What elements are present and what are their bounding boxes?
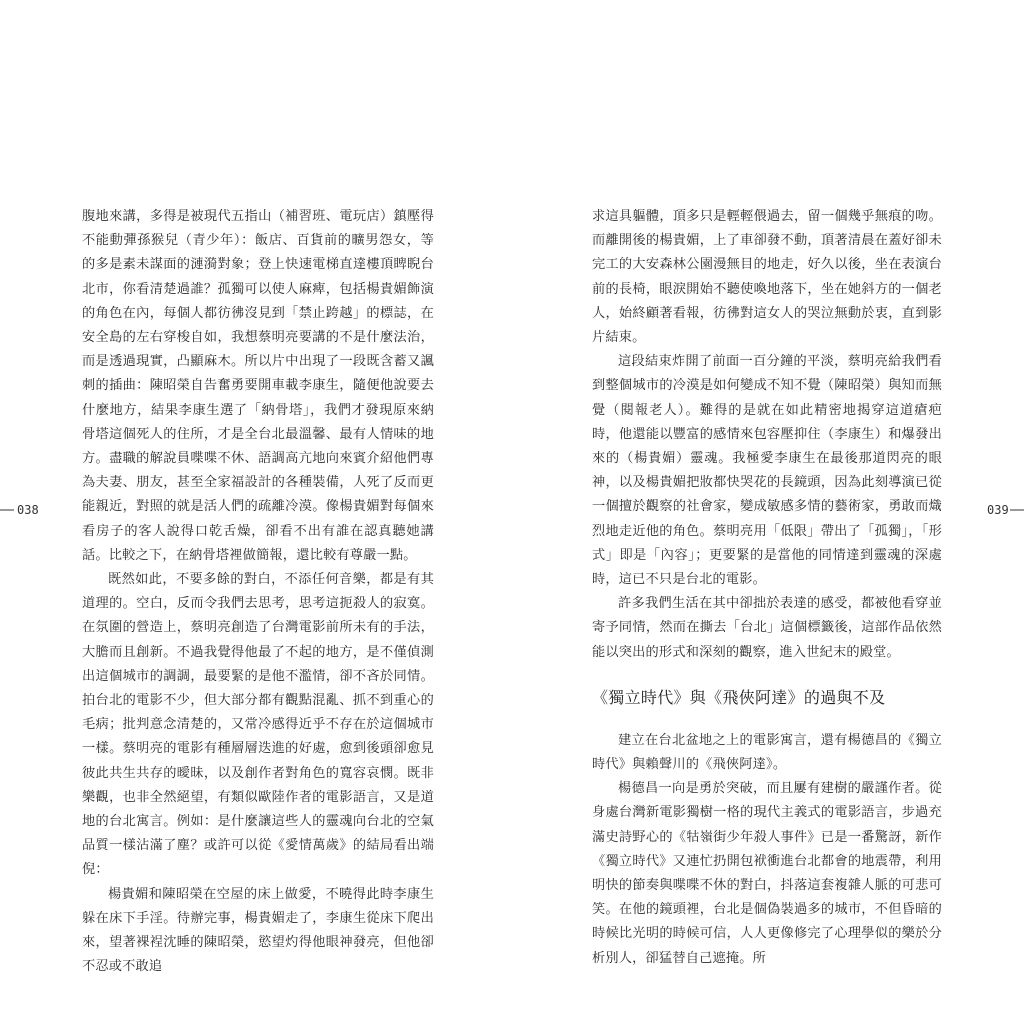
right-page-text xyxy=(592,205,942,971)
paragraph: 既然如此，不要多餘的對白，不添任何音樂，都是有其道理的。空白，反而令我們去思考，思考這扼殺人的寂寞。在氛圍的營造上，蔡明亮創造了台灣電影前所未有的手法，大膽而且創新。不過我覺得他最了不起的地方，是不僅偵測出這個城市的調調，最要緊的是他不濫情，卻不吝於同情。拍台北的電影不少，但大部分都有觀點混亂、抓不到重心的毛病；批判意念清楚的，又常冷感得近乎不存在於這個城市一樣。蔡明亮的電影有種層層迭進的好處，愈到後頭卻愈見彼此共生共存的曖昧，以及創作者對角色的寬容哀憫。既非樂觀，也非全然絕望，有類似歐陸作者的電影語言，又是道地的台北寓言。例如：是什麼讓這些人的靈魂向台北的空氣品質一樣沾滿了塵？或許可以從《愛情萬歲》的結局看出端倪： xyxy=(82,572,434,878)
section-heading: 《獨立時代》與《飛俠阿達》的過與不及 xyxy=(592,687,886,707)
paragraph: 許多我們生活在其中卻拙於表達的感受，都被他看穿並寄予同情，然而在撕去「台北」這個標籤後，這部作品依然能以突出的形式和深刻的觀察，進入世紀末的殿堂。 xyxy=(592,596,942,660)
right-margin-bar xyxy=(1010,509,1024,511)
paragraph: 腹地來講，多得是被現代五指山（補習班、電玩店）鎮壓得不能動彈孫猴兒（青少年）：飯店、百貨前的曠男怨女，等的多是素未謀面的漣漪對象；登上快速電梯直達樓頂睥睨台北市，你看清楚過誰？孤獨可以使人麻痺，包括楊貴媚飾演的角色在內，每個人都彷彿沒見到「禁止跨越」的標誌，在安全島的左右穿梭自如，我想蔡明亮要講的不是什麼法治，而是透過現實，凸顯麻木。所以片中出現了一段既含蓄又諷刺的插曲：陳昭榮自告奮勇要開車載李康生，隨便他說要去什麼地方，結果李康生選了「納骨塔」，我們才發現原來納骨塔這個死人的住所，才是全台北最溫馨、最有人情味的地方。盡職的解說員喋喋不休、語調高亢地向來賓介紹他們專為夫妻、朋友，甚至全家福設計的各種裝備，人死了反而更能親近，對照的就是活人們的疏離冷漠。像楊貴媚對每個來看房子的客人說得口乾舌燥，卻看不出有誰在認真聽她講話。比較之下，在納骨塔裡做簡報，還比較有尊嚴一點。 xyxy=(82,209,434,563)
left-margin-bar xyxy=(0,509,14,511)
paragraph: 建立在台北盆地之上的電影寓言，還有楊德昌的《獨立時代》與賴聲川的《飛俠阿達》。 xyxy=(592,732,942,773)
paragraph: 求這具軀體，頂多只是輕輕偎過去，留一個幾乎無痕的吻。而離開後的楊貴媚，上了車卻發不動，頂著清晨在蓋好卻未完工的大安森林公園漫無目的地走，好久以後，坐在表演台前的長椅，眼淚開始不聽使喚地落下，坐在她斜方的一個老人，始終顧著看報，彷彿對這女人的哭泣無動於衷，直到影片結束。 xyxy=(592,209,942,346)
paragraph: 楊德昌一向是勇於突破，而且屢有建樹的嚴謹作者。從身處台灣新電影獨樹一格的現代主義式的電影語言，步過充滿史詩野心的《牯嶺街少年殺人事件》已是一番驚訝，新作《獨立時代》又連忙扔開包袱衝進台北都會的地震帶，利用明快的節奏與喋喋不休的對白，抖落這套複雜人脈的可悲可笑。在他的鏡頭裡，台北是個偽裝過多的城市，不但昏暗的時候比光明的時候可信，人人更像修完了心理學似的樂於分析別人，卻猛替自己遮掩。所 xyxy=(592,781,942,966)
left-page-number: 038 xyxy=(17,503,39,517)
left-page-text xyxy=(82,205,434,980)
paragraph: 楊貴媚和陳昭榮在空屋的床上做愛，不曉得此時李康生躲在床下手淫。待辦完事，楊貴媚走了，李康生從床下爬出來，望著裸裎沈睡的陳昭榮，慾望灼得他眼神發亮，但他卻不忍或不敢追 xyxy=(82,886,434,975)
right-page-number: 039 xyxy=(987,503,1009,517)
paragraph: 這段結束炸開了前面一百分鐘的平淡，蔡明亮給我們看到整個城市的冷漠是如何變成不知不覺（陳昭榮）與知而無覺（閱報老人）。難得的是就在如此精密地揭穿這道瘡疤時，他還能以豐富的感情來包容壓抑住（李康生）和爆發出來的（楊貴媚）靈魂。我極愛李康生在最後那道閃亮的眼神，以及楊貴媚把妝都快哭花的長鏡頭，因為此刻導演已從一個擅於觀察的社會家，變成敏感多情的藝術家，勇敢而熾烈地走近他的角色。蔡明亮用「低限」帶出了「孤獨」，「形式」即是「內容」；更要緊的是當他的同情達到靈魂的深處時，這已不只是台北的電影。 xyxy=(592,354,942,588)
